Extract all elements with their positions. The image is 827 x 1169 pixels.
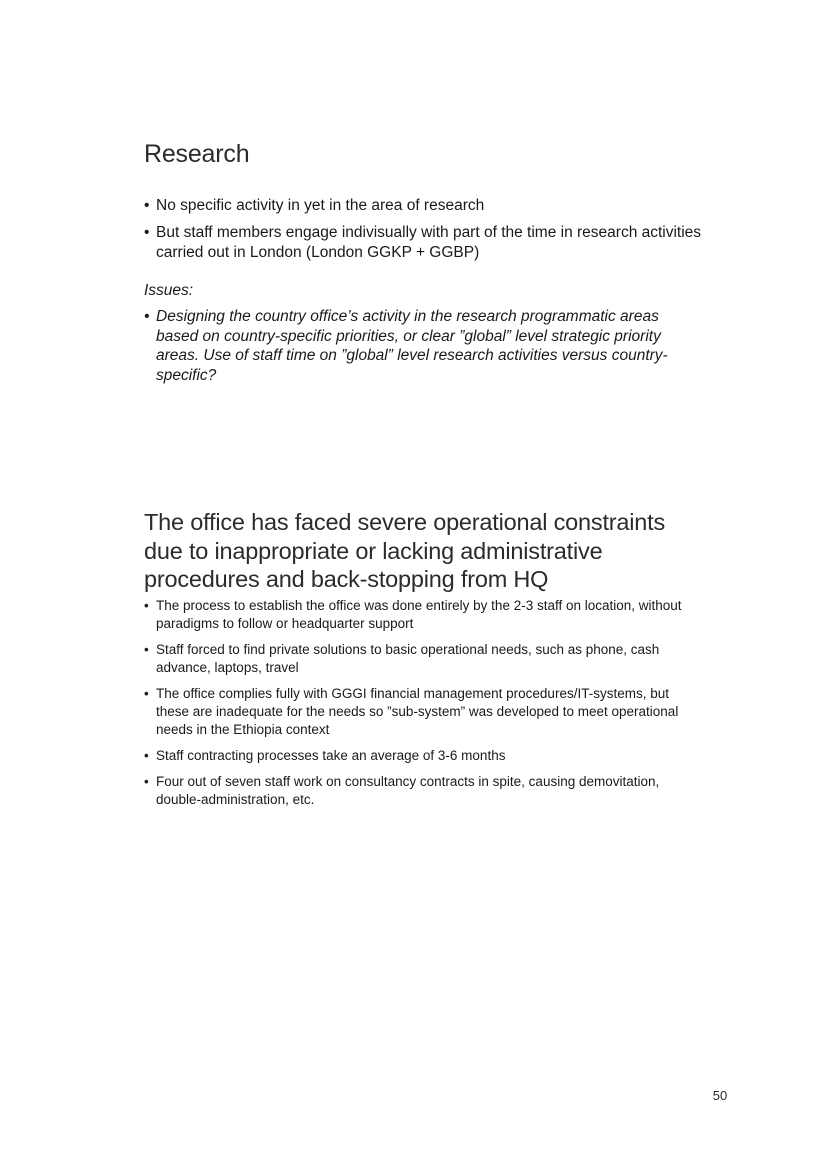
- bullet-text: Staff contracting processes take an average of 3-6 months: [156, 747, 506, 763]
- list-item: [144, 685, 704, 739]
- research-title: Research: [144, 140, 250, 168]
- bullet-icon: •: [144, 641, 149, 657]
- bullet-text: The office complies fully with GGGI financial management procedures/IT-systems, but these are inadequate for the needs so ”sub-system” was developed to meet operational needs in the Ethiopia context: [156, 685, 679, 737]
- list-item: [144, 747, 704, 765]
- bullet-text: But staff members engage indivisually with part of the time in research activities carried out in London (London GGKP + GGBP): [156, 224, 702, 261]
- list-item: [144, 597, 704, 633]
- bullet-text: Four out of seven staff work on consultancy contracts in spite, causing demovitation, double-administration, etc.: [156, 773, 660, 807]
- list-item: [144, 641, 704, 677]
- operations-slide: [144, 508, 704, 817]
- bullet-text: Designing the country office’s activity in the research programmatic areas based on country-specific priorities, or clear ”global” level strategic priority areas. Use of staff time on ”global” level research activities versus country-specific?: [156, 308, 668, 384]
- list-item: [144, 773, 704, 809]
- bullet-icon: •: [144, 224, 150, 241]
- issues-label: Issues:: [144, 282, 194, 299]
- list-item: [144, 307, 704, 385]
- bullet-text: Staff forced to find private solutions to basic operational needs, such as phone, cash advance, laptops, travel: [156, 641, 660, 675]
- list-item: [144, 223, 704, 263]
- issues-bullet-list: [144, 307, 704, 385]
- bullet-icon: •: [144, 747, 149, 763]
- research-bullet-list: [144, 196, 704, 263]
- list-item: [144, 196, 704, 216]
- bullet-icon: •: [144, 597, 149, 613]
- page-number: 50: [712, 1088, 728, 1103]
- operations-bullet-list: [144, 597, 704, 809]
- operations-title: The office has faced severe operational constraints due to inappropriate or lacking administrative procedures and back-stopping from HQ: [144, 509, 666, 592]
- bullet-icon: •: [144, 685, 149, 701]
- bullet-text: No specific activity in yet in the area of research: [156, 197, 485, 214]
- research-slide: [144, 138, 704, 392]
- bullet-icon: •: [144, 197, 150, 214]
- bullet-text: The process to establish the office was done entirely by the 2-3 staff on location, without paradigms to follow or headquarter support: [156, 597, 682, 631]
- bullet-icon: •: [144, 773, 149, 789]
- bullet-icon: •: [144, 308, 150, 325]
